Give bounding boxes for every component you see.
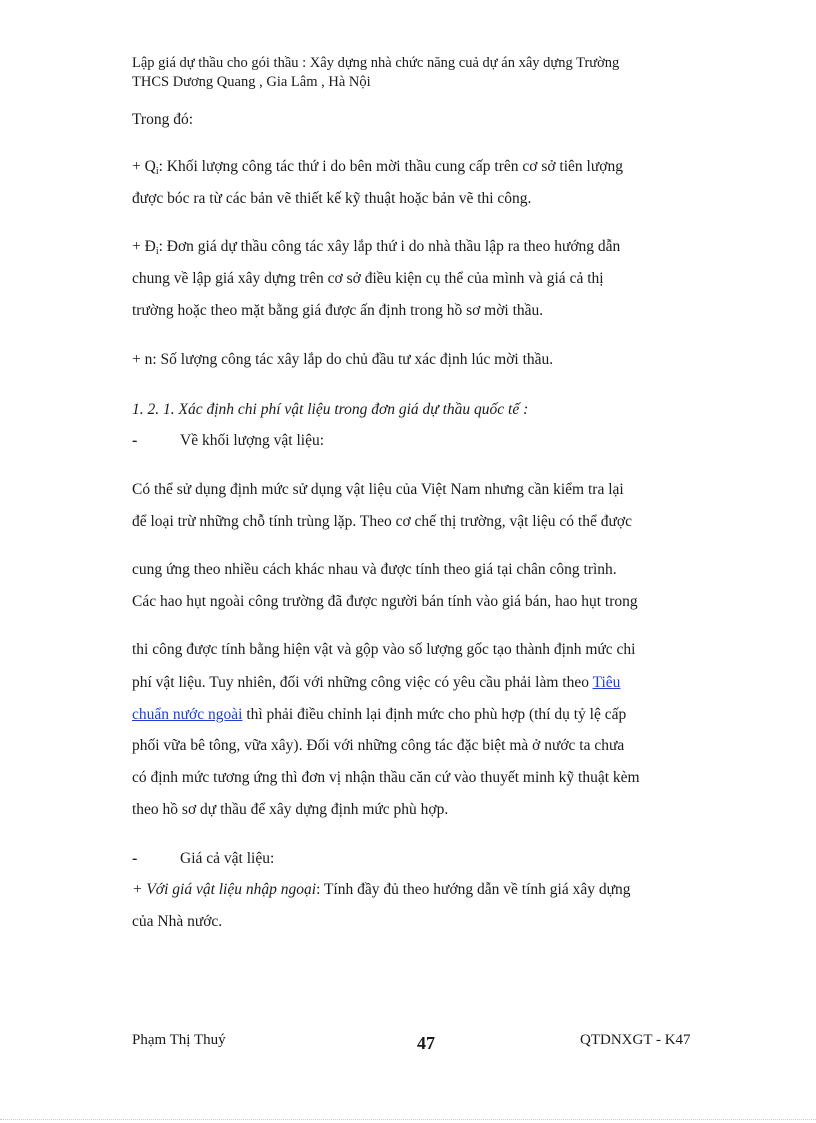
q-definition-line-2: được bóc ra từ các bản vẽ thiết kế kỹ thuật hoặc bản vẽ thi công. — [132, 190, 532, 207]
footer-code: QTDNXGT - K47 — [580, 1032, 691, 1048]
paragraph-line-7-text: thì phải điều chỉnh lại định mức cho phù hợp (thí dụ tỷ lệ cấp — [242, 706, 627, 723]
paragraph-line-5: thi công được tính bằng hiện vật và gộp vào số lượng gốc tạo thành định mức chi — [132, 641, 636, 658]
bullet-1-text: Về khối lượng vật liệu: — [180, 432, 325, 449]
d-text: : Đơn giá dự thầu công tác xây lắp thứ i do nhà thầu lập ra theo hướng dẫn — [158, 238, 621, 255]
bullet-2-marker: - — [132, 850, 138, 867]
paragraph-line-6-text: phí vật liệu. Tuy nhiên, đối với những công việc có yêu cầu phải làm theo — [132, 674, 593, 691]
q-subscript: i — [155, 166, 159, 177]
d-prefix: + Đ — [132, 238, 156, 255]
paragraph-line-9: có định mức tương ứng thì đơn vị nhận thầu căn cứ vào thuyết minh kỹ thuật kèm — [132, 769, 640, 786]
import-price-line-2: của Nhà nước. — [132, 913, 223, 930]
paragraph-line-10: theo hồ sơ dự thầu để xây dựng định mức phù hợp. — [132, 801, 449, 818]
footer-author: Phạm Thị Thuý — [132, 1032, 226, 1048]
bullet-2-text: Giá cả vật liệu: — [180, 850, 275, 867]
bullet-1-marker: - — [132, 432, 138, 449]
import-price-text: : Tính đầy đủ theo hướng dẫn về tính giá xây dựng — [316, 881, 631, 898]
n-definition: + n: Số lượng công tác xây lắp do chủ đầu tư xác định lúc mời thầu. — [132, 351, 554, 368]
d-definition-line-1 — [132, 237, 620, 257]
d-definition-line-2: chung về lập giá xây dựng trên cơ sở điều kiện cụ thể của mình và giá cả thị — [132, 270, 604, 287]
q-text: : Khối lượng công tác thứ i do bên mời thầu cung cấp trên cơ sở tiên lượng — [158, 158, 623, 175]
page-bottom-divider — [0, 1119, 816, 1120]
tieu-chuan-link-part-1[interactable]: Tiêu — [592, 674, 621, 691]
paragraph-line-1: Có thể sử dụng định mức sử dụng vật liệu của Việt Nam nhưng cần kiểm tra lại — [132, 481, 624, 498]
d-subscript: i — [155, 246, 159, 257]
header-line-2: THCS Dương Quang , Gia Lâm , Hà Nội — [132, 74, 371, 90]
trong-do-label: Trong đó: — [132, 111, 194, 128]
paragraph-line-3: cung ứng theo nhiều cách khác nhau và được tính theo giá tại chân công trình. — [132, 561, 617, 578]
tieu-chuan-link-part-2[interactable]: chuẩn nước ngoài — [132, 706, 243, 723]
section-heading: 1. 2. 1. Xác định chi phí vật liệu trong đơn giá dự thầu quốc tế : — [132, 401, 529, 418]
page-number: 47 — [417, 1033, 435, 1053]
paragraph-line-6 — [132, 673, 620, 693]
paragraph-line-7 — [132, 705, 626, 725]
import-price-line-1 — [132, 880, 631, 900]
q-definition-line-1 — [132, 157, 623, 177]
d-definition-line-3: trường hoặc theo mặt bằng giá được ấn định trong hồ sơ mời thầu. — [132, 302, 544, 319]
import-price-label: + Với giá vật liệu nhập ngoại — [132, 881, 317, 898]
paragraph-line-8: phối vữa bê tông, vữa xây). Đối với những công tác đặc biệt mà ở nước ta chưa — [132, 737, 625, 754]
paragraph-line-2: để loại trừ những chỗ tính trùng lặp. Theo cơ chế thị trường, vật liệu có thể được — [132, 513, 632, 530]
paragraph-line-4: Các hao hụt ngoài công trường đã được người bán tính vào giá bán, hao hụt trong — [132, 593, 638, 610]
header-line-1: Lập giá dự thầu cho gói thầu : Xây dựng nhà chức năng cuả dự án xây dựng Trường — [132, 55, 620, 71]
q-prefix: + Q — [132, 158, 156, 175]
